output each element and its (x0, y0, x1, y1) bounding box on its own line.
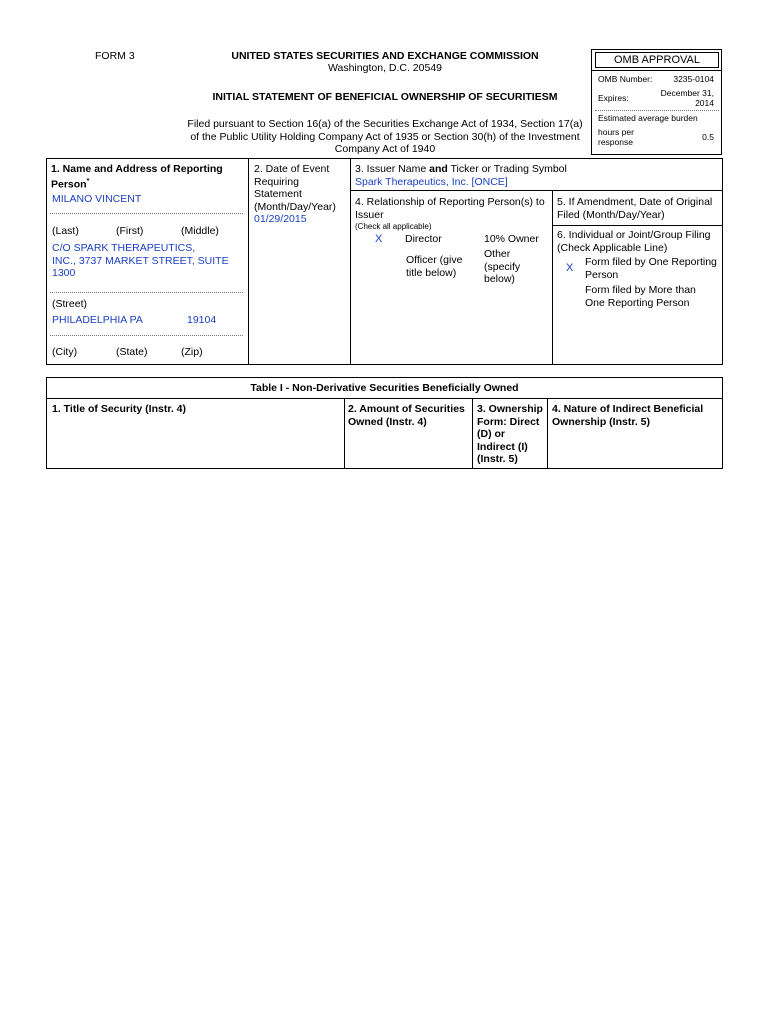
other-label (484, 248, 520, 286)
box2-label-line-3: Statement (254, 188, 302, 200)
filed-line-2: of the Public Utility Holding Company Act of 1935 or Section 30(h) of the Investment (190, 130, 580, 143)
table1-col3-line-2: Form: Direct (477, 415, 540, 428)
burden-label: Estimated average burden (598, 113, 698, 123)
street-label: (Street) (52, 298, 88, 310)
one-reporting-line-1: Form filed by One Reporting (585, 256, 717, 268)
box4-label-line-2: Issuer (355, 208, 384, 221)
first-label: (First) (116, 225, 144, 237)
event-date-value: 01/29/2015 (254, 213, 307, 225)
middle-label: (Middle) (181, 225, 219, 237)
address-line-3: 1300 (52, 267, 76, 279)
box2-label (254, 163, 336, 213)
box1-dotted-divider-3 (50, 335, 243, 336)
hours-label-line-1: hours per (598, 127, 634, 137)
expires-value (650, 88, 714, 108)
address-line-2: INC., 3737 MARKET STREET, SUITE (52, 254, 229, 267)
form-label: FORM 3 (95, 50, 135, 62)
box5-label-line-1: 5. If Amendment, Date of Original (557, 196, 713, 208)
reporting-address (52, 242, 229, 280)
hours-label (598, 127, 634, 147)
form-title: INITIAL STATEMENT OF BENEFICIAL OWNERSHIP OF SECURITIESM (212, 91, 558, 103)
expires-value-line-2: 2014 (695, 98, 714, 108)
state-label: (State) (116, 346, 148, 358)
other-label-line-3: below) (484, 273, 515, 285)
one-reporting-line-2: Person (585, 268, 619, 281)
box6-label (557, 229, 711, 254)
table1-col-divider-3 (547, 398, 548, 469)
table1-col1-header: 1. Title of Security (Instr. 4) (52, 403, 187, 415)
filed-line-1: Filed pursuant to Section 16(a) of the Securities Exchange Act of 1934, Section 17(a) (187, 118, 583, 130)
box1-label (51, 163, 223, 191)
box3-label-and: and (429, 163, 448, 175)
director-checkmark[interactable]: X (375, 233, 383, 245)
box5-label-line-2: Filed (Month/Day/Year) (557, 208, 665, 221)
box4-label (355, 196, 545, 221)
last-label: (Last) (52, 225, 79, 237)
table1-header-divider (46, 398, 723, 399)
box3-label-post: Ticker or Trading Symbol (447, 163, 567, 175)
reporting-person-name: MILANO VINCENT (52, 193, 142, 205)
one-reporting-label (585, 256, 717, 281)
box1-dotted-divider-2 (50, 292, 243, 293)
officer-label-line-2: title below) (406, 266, 457, 279)
expires-value-line-1: December 31, (660, 88, 714, 98)
table1-col3-line-5: (Instr. 5) (477, 453, 518, 465)
other-label-line-2: (specify (484, 260, 521, 273)
filed-line-3: Company Act of 1940 (334, 143, 436, 155)
filed-pursuant-text (160, 118, 610, 156)
city-state-value: PHILADELPHIA PA (52, 314, 143, 326)
omb-divider-2 (595, 110, 719, 111)
one-reporting-checkmark[interactable]: X (566, 262, 574, 274)
table1-col3-line-3: (D) or (477, 428, 505, 440)
expires-label: Expires: (598, 93, 629, 103)
table1-col-divider-1 (344, 398, 345, 469)
omb-number-label: OMB Number: (598, 74, 653, 84)
table1-col3-header (477, 403, 543, 466)
hours-value: 0.5 (702, 132, 714, 142)
officer-label (406, 254, 462, 279)
box1-dotted-divider-1 (50, 213, 243, 214)
box3-label-pre: 3. Issuer Name (355, 163, 430, 175)
table1-title: Table I - Non-Derivative Securities Beneficially Owned (250, 382, 519, 394)
omb-number-value: 3235-0104 (673, 74, 714, 84)
other-label-line-1: Other (484, 248, 511, 260)
ten-percent-owner-label: 10% Owner (484, 233, 539, 245)
zip-label: (Zip) (181, 346, 203, 358)
table1-col4-header (552, 403, 703, 428)
box2-label-line-1: 2. Date of Event (254, 163, 330, 175)
omb-divider (591, 70, 722, 71)
director-label: Director (405, 233, 442, 245)
table1-col3-line-1: 3. Ownership (477, 403, 543, 415)
box1-label-line-2: Person (51, 178, 87, 190)
issuer-value: Spark Therapeutics, Inc. [ONCE] (355, 176, 508, 188)
table1-col4-line-2: Ownership (Instr. 5) (552, 415, 651, 428)
box4-label-line-1: 4. Relationship of Reporting Person(s) to (355, 196, 545, 208)
more-reporting-line-1: Form filed by More than (585, 284, 696, 296)
city-label: (City) (52, 346, 78, 358)
box5-label (557, 196, 712, 221)
table1-col2-header (348, 403, 465, 428)
box2-label-line-2: Requiring (254, 175, 299, 188)
box3-label (355, 163, 567, 175)
box2-label-line-4: (Month/Day/Year) (254, 200, 336, 213)
table1-col2-line-2: Owned (Instr. 4) (348, 415, 427, 428)
table1-col4-line-1: 4. Nature of Indirect Beneficial (552, 403, 704, 415)
address-line-1: C/O SPARK THERAPEUTICS, (52, 242, 196, 254)
more-reporting-label (585, 284, 696, 309)
box6-label-line-2: (Check Applicable Line) (557, 241, 668, 254)
table1-col-divider-2 (472, 398, 473, 469)
zip-value: 19104 (187, 314, 217, 326)
check-all-note: (Check all applicable) (355, 222, 432, 231)
table1-col3-line-4: Indirect (I) (477, 440, 528, 453)
hours-label-line-2: response (598, 137, 633, 147)
asterisk: * (86, 177, 90, 185)
agency-name: UNITED STATES SECURITIES AND EXCHANGE COMMISSION (231, 50, 539, 62)
box6-label-line-1: 6. Individual or Joint/Group Filing (557, 229, 711, 241)
officer-label-line-1: Officer (give (406, 254, 463, 266)
table1-col2-line-1: 2. Amount of Securities (348, 403, 465, 415)
box1-label-line-1: 1. Name and Address of Reporting (51, 163, 223, 175)
omb-title: OMB APPROVAL (614, 54, 700, 66)
more-reporting-line-2: One Reporting Person (585, 296, 690, 309)
agency-location: Washington, D.C. 20549 (327, 62, 442, 74)
